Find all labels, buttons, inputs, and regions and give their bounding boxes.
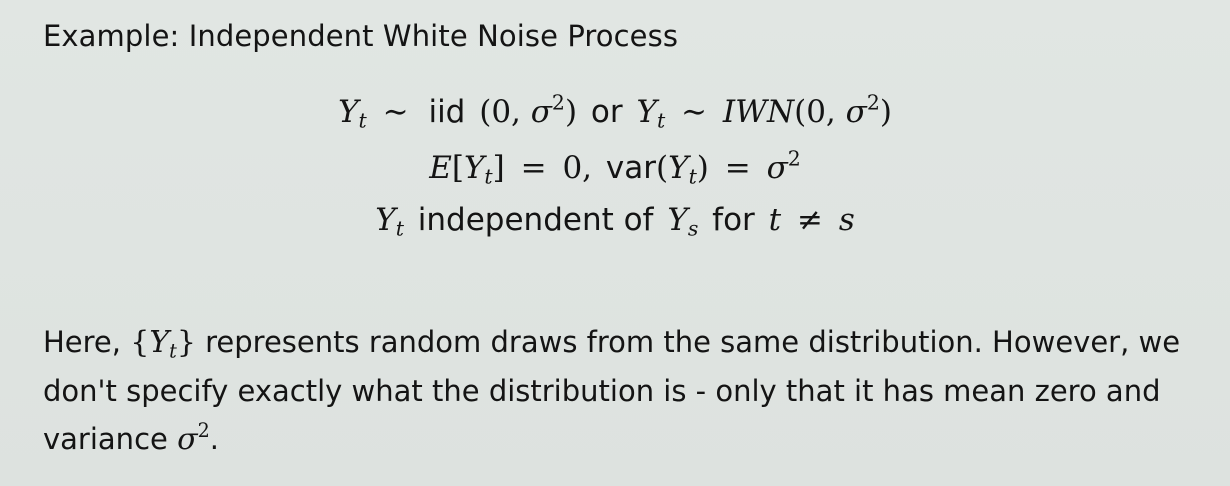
- paragraph-line-2: don't specify exactly what the distribution is - only that it has mean zero and: [43, 374, 1161, 408]
- paragraph-line-3: [43, 415, 1193, 464]
- var-function: var: [605, 150, 656, 186]
- paragraph-line-1: [43, 318, 1193, 367]
- paragraph-line-1-text: represents random draws from the same distribution. However, we: [205, 325, 1181, 359]
- subscript-t: t: [484, 164, 493, 189]
- equation-line-1: [0, 90, 1230, 133]
- subscript-t: t: [688, 164, 697, 189]
- explanation-paragraph: [43, 318, 1193, 464]
- iwn-args: (0,: [794, 94, 836, 130]
- var-y: Y: [667, 202, 688, 238]
- var-y: Y: [636, 94, 657, 130]
- or-label: or: [590, 94, 623, 130]
- zero-value: 0,: [562, 150, 593, 186]
- independent-of-text: independent of: [417, 202, 654, 238]
- equals: =: [520, 150, 547, 186]
- paren-zero: (0,: [479, 94, 521, 130]
- expectation-e: E: [429, 150, 452, 186]
- sigma: σ: [530, 94, 552, 130]
- right-paren: ): [696, 150, 709, 186]
- sigma: σ: [845, 94, 867, 130]
- close-paren: ): [564, 94, 578, 130]
- superscript-2: 2: [866, 90, 880, 115]
- var-s: s: [838, 202, 855, 238]
- period: .: [209, 422, 219, 456]
- var-t: t: [768, 202, 782, 238]
- left-brace: {: [130, 325, 150, 360]
- close-paren: ): [879, 94, 892, 130]
- superscript-2: 2: [197, 419, 210, 443]
- not-equal: ≠: [796, 202, 823, 238]
- equals: =: [724, 150, 751, 186]
- var-y: Y: [149, 325, 170, 360]
- sim-operator: ∼: [681, 94, 708, 130]
- superscript-2: 2: [551, 90, 565, 115]
- for-text: for: [712, 202, 755, 238]
- superscript-2: 2: [787, 146, 801, 171]
- subscript-s: s: [687, 216, 699, 241]
- var-y: Y: [375, 202, 396, 238]
- var-y: Y: [463, 150, 485, 186]
- subscript-t: t: [169, 339, 177, 363]
- subscript-t: t: [395, 216, 404, 241]
- equation-line-3: [0, 202, 1230, 241]
- subscript-t: t: [358, 108, 367, 133]
- variance-text: variance: [43, 422, 168, 456]
- sim-operator: ∼: [382, 94, 409, 130]
- iwn-label: IWN: [722, 94, 795, 130]
- equation-line-2: [0, 146, 1230, 189]
- sigma: σ: [766, 150, 788, 186]
- var-y: Y: [338, 94, 359, 130]
- left-paren: (: [655, 150, 669, 186]
- var-y: Y: [668, 150, 689, 186]
- paragraph-here: Here,: [43, 325, 121, 359]
- iid-label: iid: [428, 94, 466, 130]
- left-bracket: [: [451, 150, 464, 186]
- right-brace: }: [176, 325, 196, 360]
- sigma: σ: [177, 422, 198, 457]
- right-bracket: ]: [492, 150, 505, 186]
- subscript-t: t: [656, 108, 666, 133]
- slide-title: Example: Independent White Noise Process: [43, 19, 679, 53]
